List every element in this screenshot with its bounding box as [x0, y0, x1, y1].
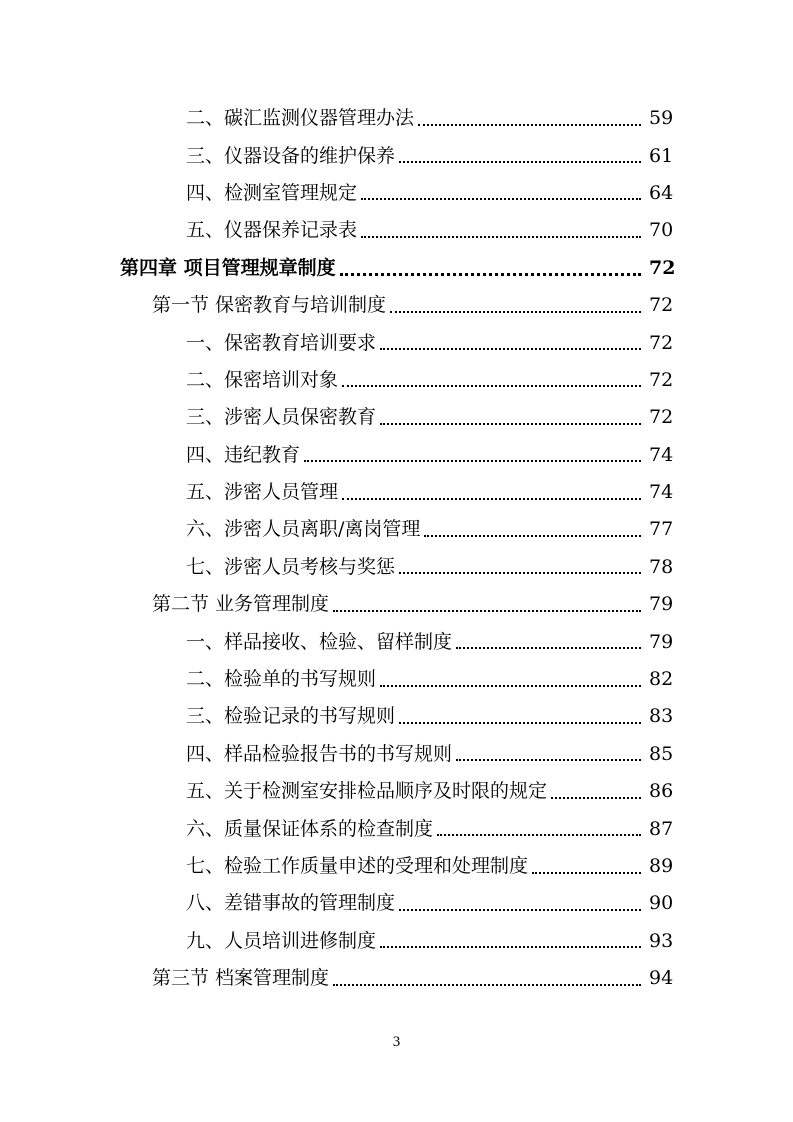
toc-entry-page: 72: [649, 331, 674, 354]
toc-entry-title: 二、保密培训对象: [186, 368, 339, 391]
toc-entry-page: 86: [649, 780, 674, 803]
toc-entry-title: 二、碳汇监测仪器管理办法: [186, 107, 415, 130]
dot-leader: [399, 909, 641, 911]
toc-entry[interactable]: [0, 474, 793, 511]
toc-entry-page: 70: [649, 219, 674, 242]
dot-leader: [333, 984, 641, 986]
dot-leader: [437, 834, 641, 836]
toc-entry-title: 七、涉密人员考核与奖惩: [186, 555, 396, 578]
dot-leader: [551, 797, 641, 799]
toc-entry[interactable]: [0, 437, 793, 474]
toc-entry-page: 79: [649, 630, 674, 653]
toc-entry-title: 四、检测室管理规定: [186, 181, 358, 204]
toc-entry[interactable]: [0, 698, 793, 735]
dot-leader: [456, 647, 641, 649]
dot-leader: [304, 460, 641, 462]
toc-entry[interactable]: [0, 250, 793, 287]
toc-entry-page: 90: [649, 892, 674, 915]
toc-entry-page: 78: [649, 555, 674, 578]
toc-entry-page: 72: [649, 294, 674, 317]
toc-entry[interactable]: [0, 362, 793, 399]
toc-entry-title: 第三节 档案管理制度: [152, 967, 330, 990]
toc-entry-title: 一、保密教育培训要求: [186, 331, 377, 354]
toc-entry-title: 第一节 保密教育与培训制度: [152, 294, 387, 317]
toc-entry-page: 87: [649, 817, 674, 840]
toc-entry[interactable]: [0, 287, 793, 324]
toc-entry[interactable]: [0, 175, 793, 212]
toc-entry-title: 八、差错事故的管理制度: [186, 892, 396, 915]
toc-entry-page: 72: [649, 368, 674, 391]
dot-leader: [361, 198, 641, 200]
toc-entry[interactable]: [0, 661, 793, 698]
dot-leader: [424, 535, 641, 537]
toc-entry-page: 82: [649, 668, 674, 691]
toc-entry[interactable]: [0, 923, 793, 960]
toc-entry[interactable]: [0, 773, 793, 810]
dot-leader: [340, 273, 641, 276]
toc-entry-title: 三、涉密人员保密教育: [186, 406, 377, 429]
dot-leader: [342, 498, 641, 500]
toc-entry[interactable]: [0, 549, 793, 586]
toc-entry[interactable]: [0, 586, 793, 623]
dot-leader: [399, 572, 641, 574]
dot-leader: [399, 161, 641, 163]
dot-leader: [532, 872, 641, 874]
toc-entry-page: 94: [649, 967, 674, 990]
page-number: 3: [392, 1034, 401, 1050]
toc-entry[interactable]: [0, 960, 793, 997]
toc-entry-title: 四、违纪教育: [186, 443, 301, 466]
toc-entry-page: 59: [649, 107, 674, 130]
dot-leader: [333, 610, 641, 612]
toc-entry-page: 72: [649, 256, 676, 279]
dot-leader: [380, 685, 641, 687]
toc-entry[interactable]: [0, 623, 793, 660]
dot-leader: [399, 722, 641, 724]
toc-entry[interactable]: [0, 810, 793, 847]
toc-entry[interactable]: [0, 399, 793, 436]
toc-entry-title: 三、检验记录的书写规则: [186, 705, 396, 728]
toc-entry-title: 五、仪器保养记录表: [186, 219, 358, 242]
toc-entry-page: 83: [649, 705, 674, 728]
dot-leader: [361, 236, 641, 238]
toc-entry-page: 85: [649, 742, 674, 765]
toc-entry-title: 六、质量保证体系的检查制度: [186, 817, 434, 840]
toc-entry[interactable]: [0, 137, 793, 174]
toc-entry[interactable]: [0, 324, 793, 361]
toc-entry-title: 九、人员培训进修制度: [186, 929, 377, 952]
toc-entry[interactable]: [0, 848, 793, 885]
dot-leader: [390, 311, 641, 313]
toc-entry-page: 72: [649, 406, 674, 429]
toc-entry[interactable]: [0, 100, 793, 137]
toc-entry-title: 二、检验单的书写规则: [186, 668, 377, 691]
toc-entry-page: 93: [649, 929, 674, 952]
dot-leader: [380, 348, 641, 350]
table-of-contents: [0, 100, 793, 997]
toc-entry-title: 三、仪器设备的维护保养: [186, 144, 396, 167]
toc-entry[interactable]: [0, 511, 793, 548]
dot-leader: [380, 423, 641, 425]
toc-entry-title: 第二节 业务管理制度: [152, 593, 330, 616]
dot-leader: [456, 759, 641, 761]
toc-entry[interactable]: [0, 885, 793, 922]
toc-entry-page: 61: [649, 144, 674, 167]
toc-entry-title: 一、样品接收、检验、留样制度: [186, 630, 453, 653]
toc-entry-title: 七、检验工作质量申述的受理和处理制度: [186, 855, 529, 877]
toc-entry-title: 四、样品检验报告书的书写规则: [186, 742, 453, 765]
dot-leader: [342, 385, 641, 387]
toc-entry-page: 74: [649, 481, 674, 504]
toc-entry-title: 第四章 项目管理规章制度: [120, 256, 336, 279]
dot-leader: [418, 124, 641, 126]
toc-entry-title: 六、涉密人员离职/离岗管理: [186, 518, 421, 541]
dot-leader: [380, 946, 641, 948]
toc-entry-page: 89: [649, 855, 674, 877]
toc-entry-page: 77: [649, 518, 674, 541]
toc-entry-page: 64: [649, 181, 674, 204]
toc-entry[interactable]: [0, 212, 793, 249]
toc-entry-page: 79: [649, 593, 674, 616]
toc-entry-page: 74: [649, 443, 674, 466]
toc-entry-title: 五、关于检测室安排检品顺序及时限的规定: [186, 780, 548, 803]
toc-entry[interactable]: [0, 736, 793, 773]
toc-entry-title: 五、涉密人员管理: [186, 481, 339, 504]
